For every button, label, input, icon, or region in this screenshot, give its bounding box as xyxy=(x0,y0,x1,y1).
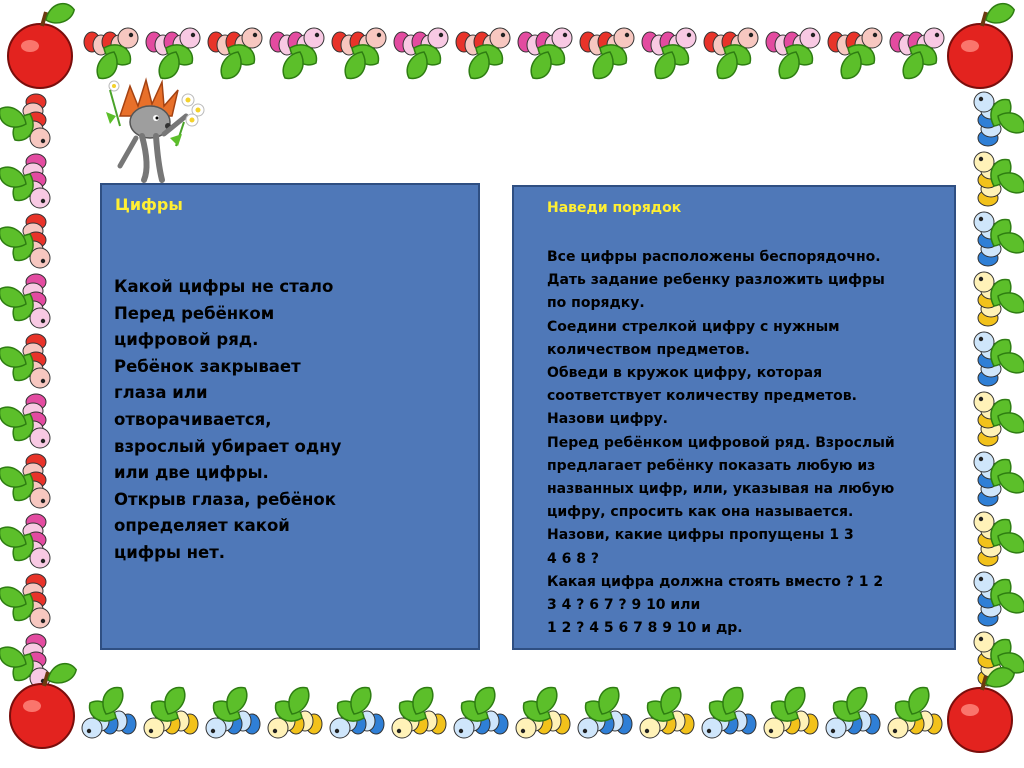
numbers-card xyxy=(100,183,480,650)
hedgehog-mascot-icon xyxy=(100,76,212,184)
card-body-text: Какой цифры не стало Перед ребёнком цифровой ряд. Ребёнок закрывает глаза или отворачивается, взрослый убирает одну или две цифры. Открыв глаза, ребёнок определяет какой цифры нет. xyxy=(114,277,342,562)
card-body-text: Все цифры расположены беспорядочно. Дать задание ребенку разложить цифры по порядку. Соедини стрелкой цифру с нужным количеством предметов. Обведи в кружок цифру, которая соответствует количеству предметов. Назови цифру. Перед ребёнком цифровой ряд. Взрослый предлагает ребёнку показать любую из названных цифр, или, указывая на любую цифру, спросить как она называется. Назови, какие цифры пропущены 1 3 4 6 8 ? Какая цифра должна стоять вместо ? 1 2 3 4 ? 6 7 ? 9 10 или 1 2 ? 4 5 6 7 8 9 10 и др. xyxy=(547,249,895,637)
put-in-order-card xyxy=(512,185,956,650)
card-title: Наведи порядок xyxy=(547,200,682,216)
card-title: Цифры xyxy=(115,195,183,214)
